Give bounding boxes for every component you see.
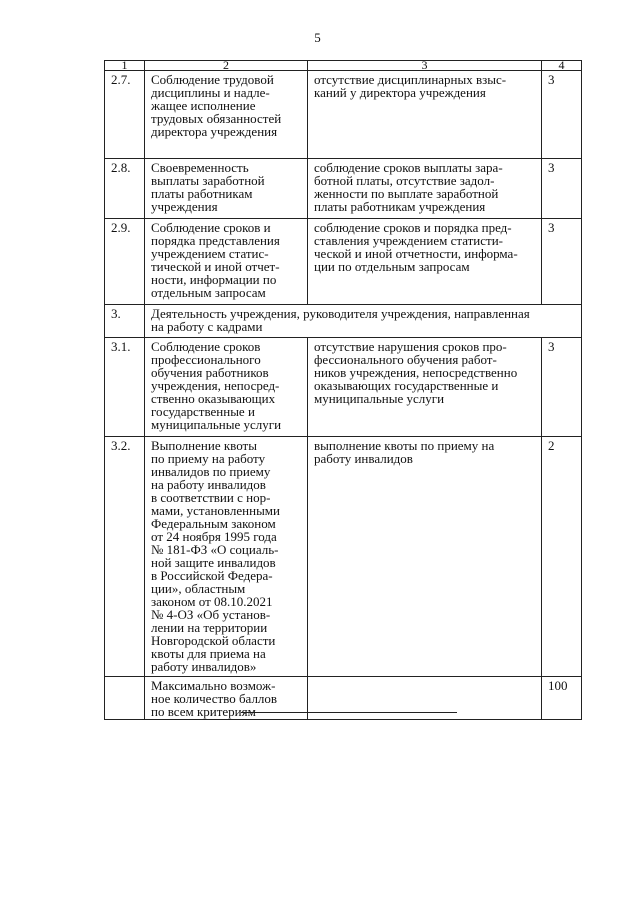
criterion-line: Своевременность — [151, 160, 249, 175]
indicator-cell — [308, 71, 542, 159]
criterion-line: в Российской Федера- — [151, 568, 273, 583]
criterion-line: дисциплины и надле- — [151, 85, 270, 100]
criterion-line: учреждением статис- — [151, 246, 269, 261]
indicator-line: выполнение квоты по приему на — [314, 438, 495, 453]
criterion-line: муниципальные услуги — [151, 417, 282, 432]
criterion-line: Выполнение квоты — [151, 438, 257, 453]
criterion-line: инвалидов по приему — [151, 464, 271, 479]
row-number: 3.2. — [105, 437, 145, 677]
criterion-cell — [145, 71, 308, 159]
criterion-line: по приему на работу — [151, 451, 266, 466]
criterion-line: обучения работников — [151, 365, 269, 380]
points-cell: 2 — [542, 437, 582, 677]
criterion-line: квоты для приема на — [151, 646, 266, 661]
indicator-line: женности по выплате заработной — [314, 186, 499, 201]
criterion-line: ности, информации по — [151, 272, 277, 287]
criterion-line: жащее исполнение — [151, 98, 256, 113]
points-cell: 3 — [542, 219, 582, 305]
indicator-line: ческой и иной отчетности, информа- — [314, 246, 518, 261]
total-points-cell: 100 — [542, 677, 582, 720]
indicator-cell — [308, 338, 542, 437]
header-row — [105, 61, 582, 71]
total-indicator-cell — [308, 677, 542, 720]
indicator-line: соблюдение сроков выплаты зара- — [314, 160, 503, 175]
criterion-line: трудовых обязанностей — [151, 111, 282, 126]
criterion-line: порядка представления — [151, 233, 280, 248]
indicator-cell — [308, 159, 542, 219]
indicator-line: ников учреждения, непосредственно — [314, 365, 518, 380]
indicator-line: соблюдение сроков и порядка пред- — [314, 220, 512, 235]
column-header-3: 3 — [308, 61, 542, 71]
criterion-cell — [145, 219, 308, 305]
table-row — [105, 71, 582, 159]
criterion-line: лении на территории — [151, 620, 268, 635]
points-cell: 3 — [542, 71, 582, 159]
section-number: 3. — [105, 305, 145, 338]
indicator-line: ции по отдельным запросам — [314, 259, 470, 274]
section-title-line: Деятельность учреждения, руководителя учреждения, направленная — [151, 306, 530, 321]
criterion-line: учреждения, непосред- — [151, 378, 280, 393]
row-number: 3.1. — [105, 338, 145, 437]
total-label-cell — [145, 677, 308, 720]
row-number: 2.8. — [105, 159, 145, 219]
indicator-cell — [308, 219, 542, 305]
criterion-line: ции», областным — [151, 581, 246, 596]
indicator-line: отсутствие дисциплинарных взыс- — [314, 72, 507, 87]
indicator-line: каний у директора учреждения — [314, 85, 486, 100]
criterion-line: платы работникам — [151, 186, 253, 201]
criteria-table — [104, 60, 582, 720]
table-row — [105, 437, 582, 677]
criterion-line: Новгородской области — [151, 633, 276, 648]
criterion-line: ной защите инвалидов — [151, 555, 276, 570]
table-row — [105, 159, 582, 219]
row-number: 2.7. — [105, 71, 145, 159]
criterion-line: от 24 ноября 1995 года — [151, 529, 277, 544]
indicator-line: отсутствие нарушения сроков про- — [314, 339, 507, 354]
points-cell: 3 — [542, 338, 582, 437]
criterion-cell — [145, 338, 308, 437]
criterion-line: профессионального — [151, 352, 261, 367]
criterion-line: Соблюдение трудовой — [151, 72, 274, 87]
total-row — [105, 677, 582, 720]
indicator-line: муниципальные услуги — [314, 391, 445, 406]
indicator-line: платы работникам учреждения — [314, 199, 486, 214]
points-cell: 3 — [542, 159, 582, 219]
table-row — [105, 219, 582, 305]
table-row — [105, 338, 582, 437]
criterion-line: работу инвалидов» — [151, 659, 257, 674]
criterion-line: на работу инвалидов — [151, 477, 266, 492]
criterion-cell — [145, 159, 308, 219]
criterion-line: законом от 08.10.2021 — [151, 594, 273, 609]
criterion-line: ственно оказывающих — [151, 391, 276, 406]
indicator-cell — [308, 437, 542, 677]
criterion-line: отдельным запросам — [151, 285, 266, 300]
section-title — [145, 305, 582, 338]
criterion-line: Федеральным законом — [151, 516, 276, 531]
column-header-2: 2 — [145, 61, 308, 71]
criterion-line: № 181-ФЗ «О социаль- — [151, 542, 279, 557]
criterion-line: государственные и — [151, 404, 255, 419]
row-number: 2.9. — [105, 219, 145, 305]
page-number: 5 — [314, 30, 321, 45]
indicator-line: ботной платы, отсутствие задол- — [314, 173, 495, 188]
column-header-4: 4 — [542, 61, 582, 71]
total-number-cell — [105, 677, 145, 720]
total-label-line: Максимально возмож- — [151, 678, 276, 693]
indicator-line: оказывающих государственные и — [314, 378, 499, 393]
criterion-line: тической и иной отчет- — [151, 259, 280, 274]
end-rule — [241, 712, 457, 713]
criterion-line: Соблюдение сроков и — [151, 220, 271, 235]
indicator-line: ставления учреждением статисти- — [314, 233, 504, 248]
criterion-line: выплаты заработной — [151, 173, 265, 188]
column-header-1: 1 — [105, 61, 145, 71]
criterion-line: мами, установленными — [151, 503, 280, 518]
total-label-line: по всем критериям — [151, 704, 256, 719]
total-label-line: ное количество баллов — [151, 691, 278, 706]
section-title-line: на работу с кадрами — [151, 319, 263, 334]
criterion-cell — [145, 437, 308, 677]
criterion-line: учреждения — [151, 199, 218, 214]
indicator-line: фессионального обучения работ- — [314, 352, 497, 367]
indicator-line: работу инвалидов — [314, 451, 413, 466]
criterion-line: директора учреждения — [151, 124, 278, 139]
criterion-line: в соответствии с нор- — [151, 490, 271, 505]
criterion-line: Соблюдение сроков — [151, 339, 261, 354]
criterion-line: № 4-ОЗ «Об установ- — [151, 607, 271, 622]
section-row — [105, 305, 582, 338]
